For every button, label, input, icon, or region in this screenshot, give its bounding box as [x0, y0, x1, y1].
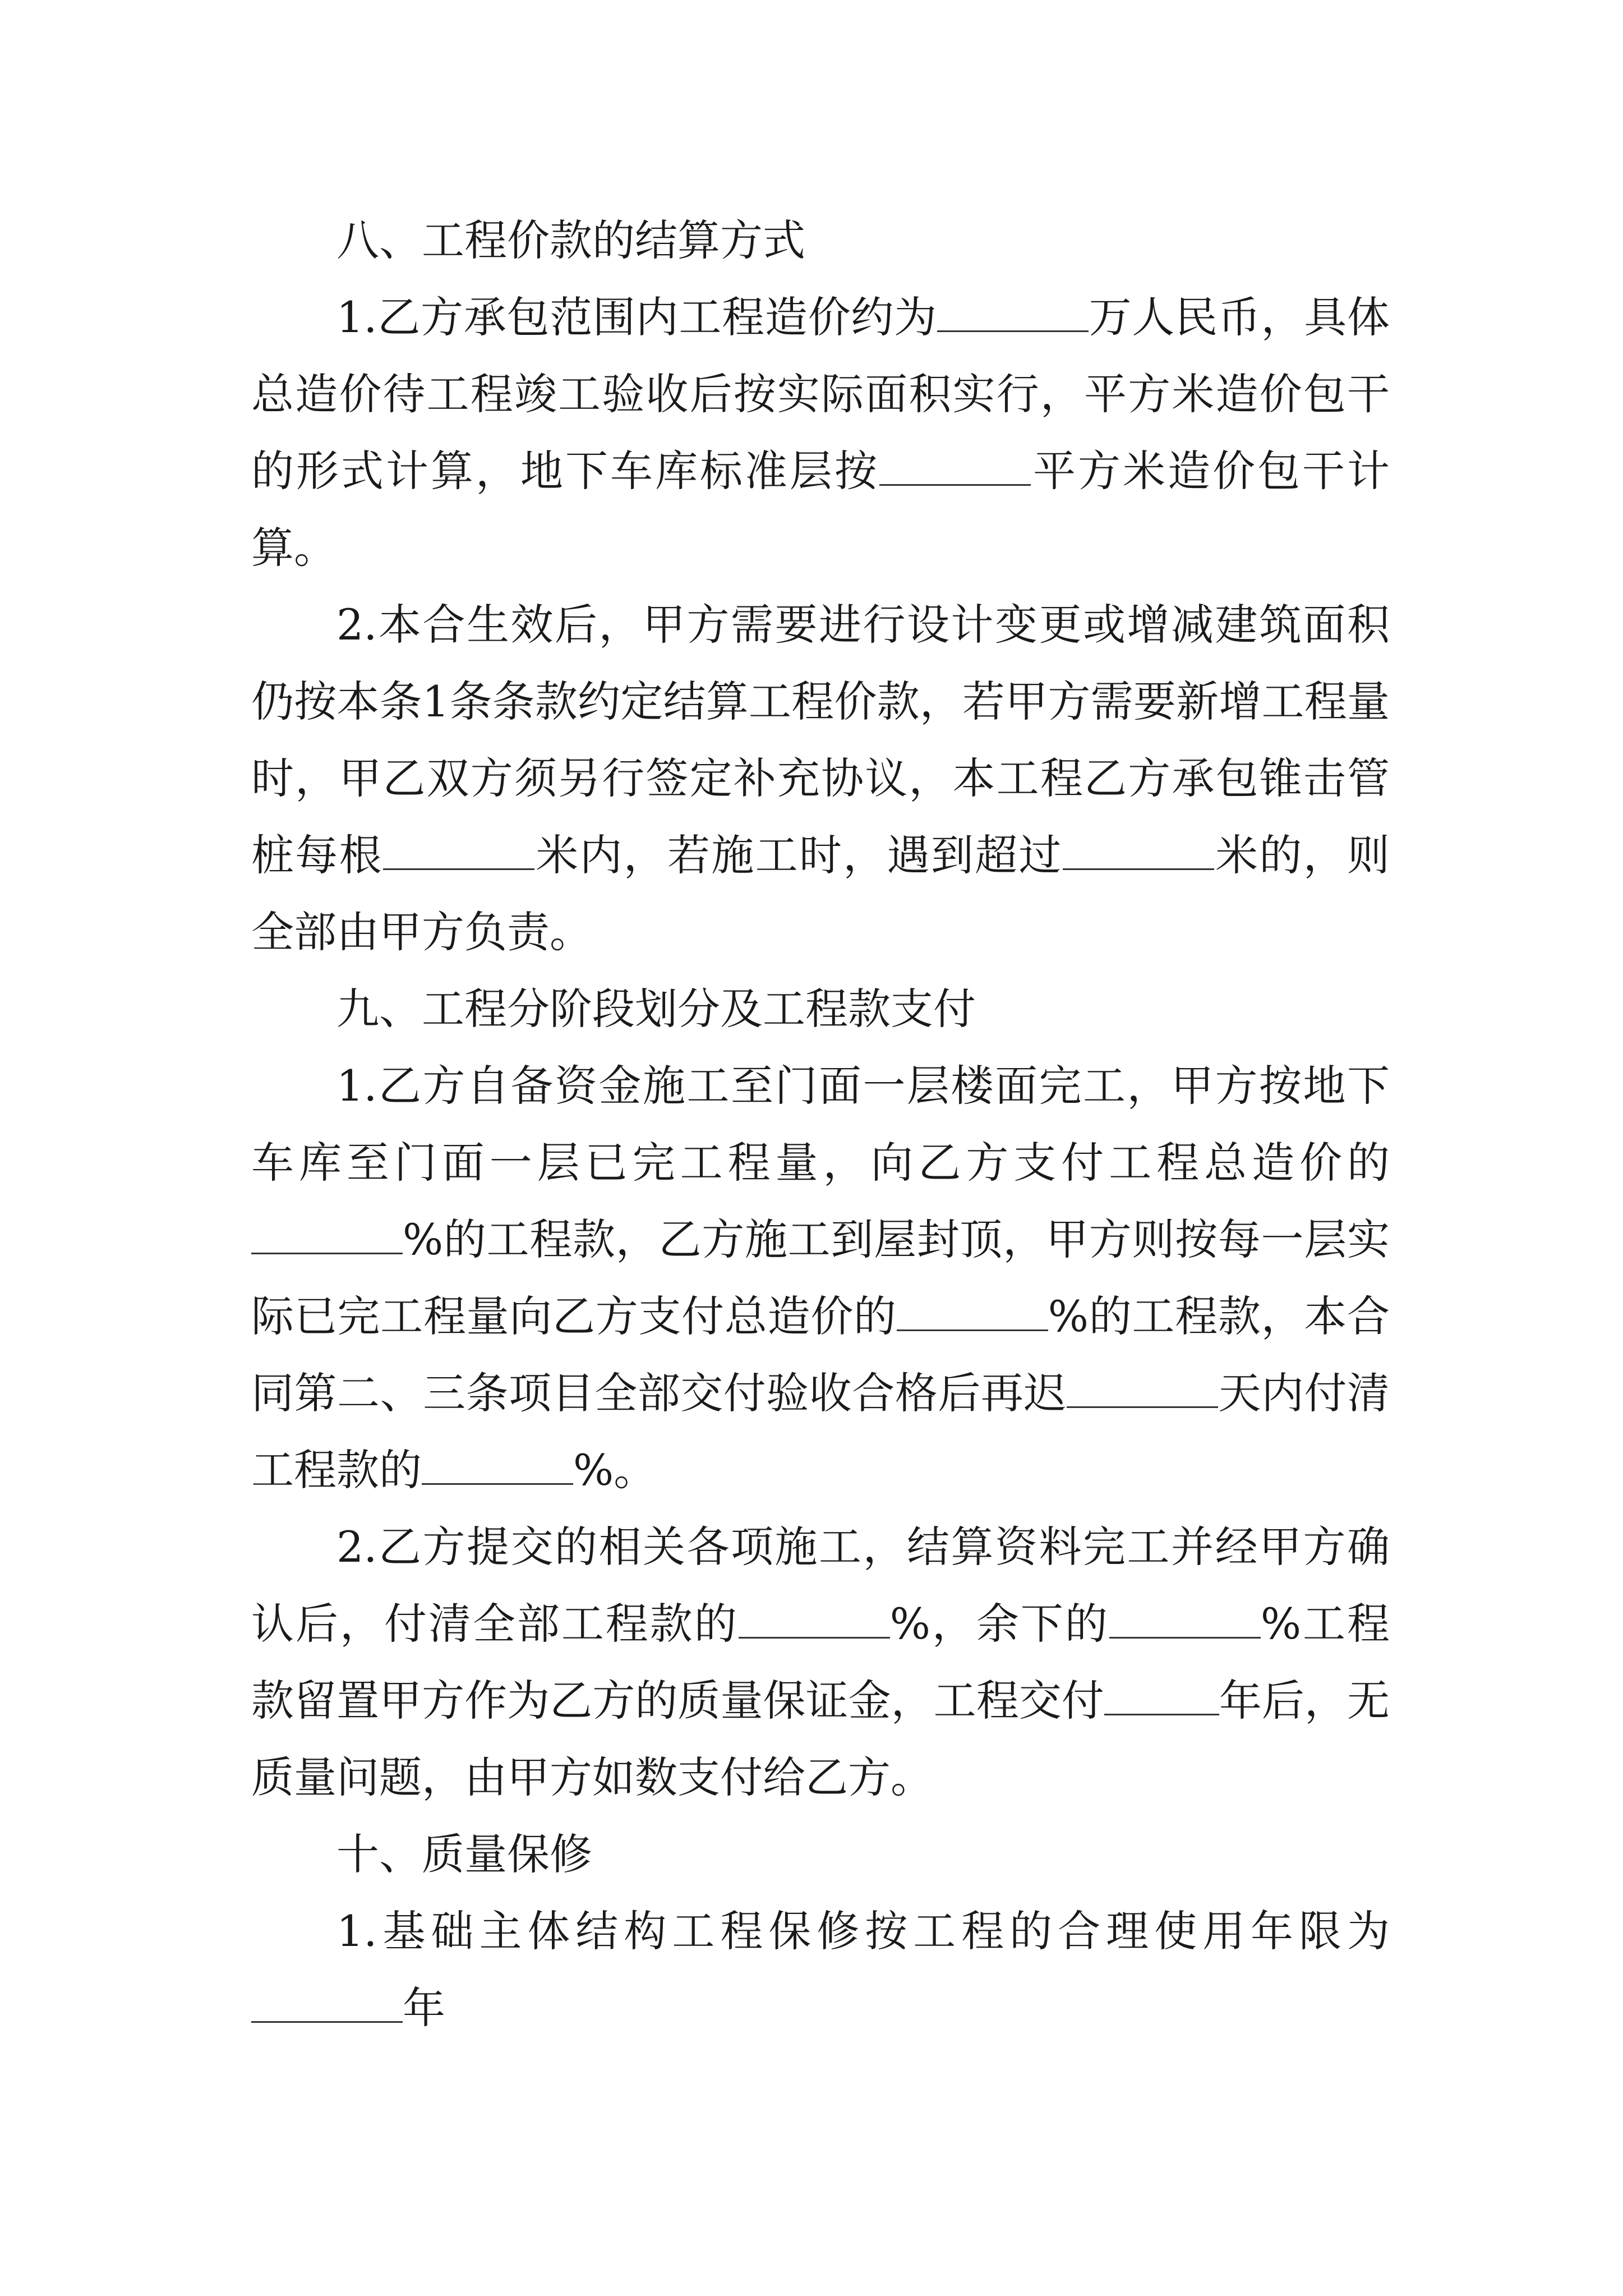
- section-9-heading: [251, 970, 1390, 1047]
- section-10-heading-text: 十、质量保修: [336, 1829, 592, 1879]
- section-8-paragraph-1: [251, 279, 1390, 586]
- section-9-paragraph-1: [251, 1047, 1390, 1508]
- text: 平方米造价包干计算。: [251, 446, 1390, 573]
- text: 2.乙方提交的相关各项施工，结算资料完工并经甲方确认后，付清全部工程款的: [251, 1522, 1390, 1649]
- section-9-heading-text: 九、工程分阶段划分及工程款支付: [336, 984, 976, 1034]
- blank-field: [1063, 835, 1214, 870]
- blank-field: [879, 450, 1031, 486]
- section-8-paragraph-2: [251, 586, 1390, 970]
- text: 1.基础主体结构工程保修按工程的合理使用年限为: [336, 1906, 1390, 1956]
- text: %，余下的: [889, 1599, 1109, 1649]
- document-page: [251, 202, 1390, 2046]
- text: 天内付清工程款的: [251, 1368, 1390, 1495]
- section-10-paragraph-1: [251, 1893, 1390, 2046]
- section-8-heading-text: 八、工程价款的结算方式: [336, 215, 805, 265]
- blank-field: [422, 1450, 573, 1485]
- blank-field: [897, 1296, 1048, 1331]
- blank-field: [1109, 1603, 1261, 1639]
- text: 米内，若施工时，遇到超过: [534, 830, 1063, 880]
- section-8-heading: [251, 202, 1390, 279]
- text: %工程款留置甲方作为乙方的质量保证金，工程交付: [251, 1599, 1390, 1726]
- blank-field: [251, 1219, 403, 1254]
- blank-field: [251, 1987, 403, 2023]
- blank-field: [383, 835, 534, 870]
- blank-field: [937, 297, 1089, 332]
- text: %的工程款，本合同第二、三条项目全部交付验收合格后再迟: [251, 1291, 1390, 1418]
- text: %。: [573, 1445, 657, 1495]
- blank-field: [739, 1603, 890, 1639]
- text: 2.本合生效后，甲方需要进行设计变更或增减建筑面积仍按本条1条条款约定结算工程价款，若甲方需要新增工程量时，甲乙双方须另行签定补充协议，本工程乙方承包锥击管桩每根: [251, 600, 1390, 880]
- text: 米的，则全部由甲方负责。: [251, 830, 1390, 957]
- text: 年: [403, 1983, 445, 2033]
- text: 1.乙方承包范围内工程造价约为: [336, 292, 937, 342]
- section-10-heading: [251, 1816, 1390, 1893]
- blank-field: [1067, 1373, 1218, 1408]
- text: 年后，无质量问题，由甲方如数支付给乙方。: [251, 1676, 1390, 1802]
- text: 万人民币，具体总造价待工程竣工验收后按实际面积实行，平方米造价包干的形式计算，地下车库标准层按: [251, 292, 1390, 496]
- text: 1.乙方自备资金施工至门面一层楼面完工，甲方按地下车库至门面一层已完工程量，向乙方支付工程总造价的: [251, 1061, 1390, 1188]
- blank-field: [1104, 1680, 1219, 1715]
- text: %的工程款，乙方施工到屋封顶，甲方则按每一层实际已完工程量向乙方支付总造价的: [251, 1214, 1390, 1341]
- section-9-paragraph-2: [251, 1508, 1390, 1816]
